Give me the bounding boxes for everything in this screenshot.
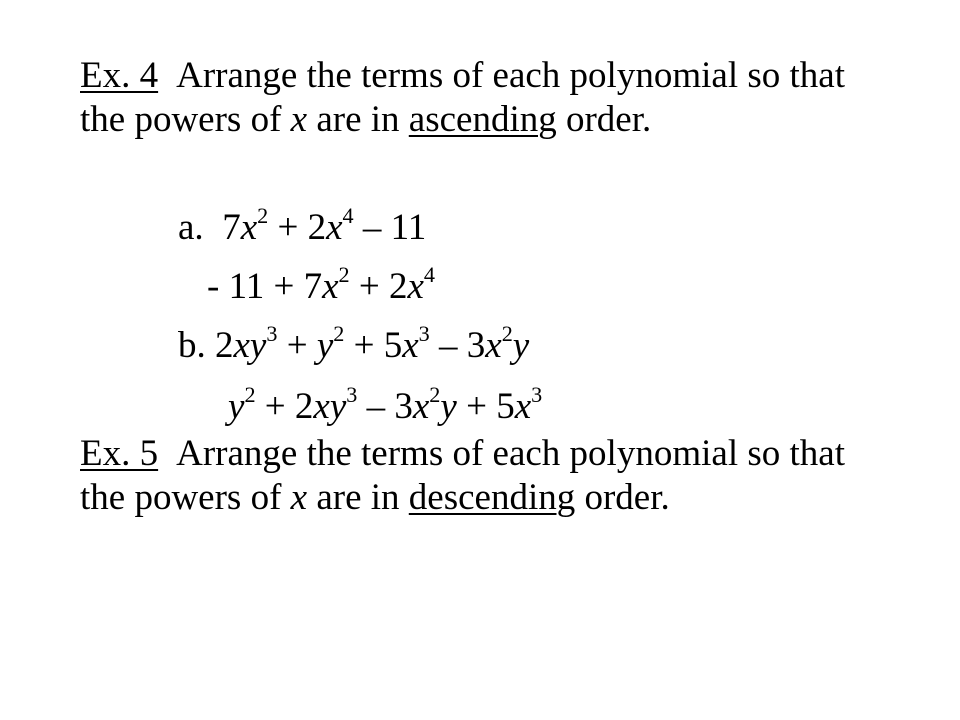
- problem-a-term-coef: 7: [222, 207, 241, 248]
- problem-b-var: x: [402, 325, 419, 366]
- example-4-text-3: order.: [556, 99, 652, 140]
- problem-a-exp: 4: [342, 203, 354, 229]
- problem-a-answer-exp: 4: [423, 262, 436, 288]
- problem-b-answer: [228, 382, 543, 429]
- problem-b-exp: 2: [501, 321, 513, 347]
- example-5-text-3: order.: [575, 477, 670, 518]
- problem-b-part: – 3: [429, 325, 486, 366]
- example-4-text-1: Arrange the terms of each polynomial so that the powers of: [80, 55, 845, 140]
- problem-b-var: y: [512, 325, 530, 366]
- problem-b-answer-exp: 2: [429, 382, 441, 408]
- problem-b-label: b.: [178, 325, 206, 366]
- problem-a-var: x: [326, 207, 343, 248]
- problem-a-answer-part: + 2: [349, 266, 408, 307]
- example-5-variable: x: [290, 477, 308, 518]
- example-4-label: Ex. 4: [80, 55, 159, 96]
- problem-a-exp: 2: [257, 203, 269, 229]
- problem-b-answer-exp: 3: [346, 382, 358, 408]
- problem-a-expression: [178, 203, 427, 250]
- problem-b-exp: 3: [418, 321, 430, 347]
- problem-b-part: +: [277, 325, 317, 366]
- problem-b-exp: 3: [266, 321, 278, 347]
- example-5-text-1: Arrange the terms of each polynomial so that the powers of: [80, 433, 845, 518]
- example-5-keyword: descending: [408, 477, 576, 518]
- problem-b-var: x: [485, 325, 502, 366]
- example-4-text-2: are in: [307, 99, 409, 140]
- example-5-label: Ex. 5: [80, 433, 159, 474]
- problem-a-op: + 2: [268, 207, 327, 248]
- problem-b-part: 2: [215, 325, 234, 366]
- problem-b-answer-var: x: [412, 386, 430, 427]
- problem-a-label: a.: [178, 207, 204, 248]
- problem-a-answer: [207, 262, 436, 309]
- example-5-instruction: [80, 432, 860, 520]
- problem-b-answer-part: + 5: [456, 386, 515, 427]
- problem-b-var: xy: [233, 325, 267, 366]
- problem-a-answer-part: - 11 + 7: [207, 266, 323, 307]
- example-5-text-2: are in: [307, 477, 409, 518]
- example-4-variable: x: [290, 99, 308, 140]
- problem-a-answer-var: x: [407, 266, 424, 307]
- example-4-instruction: [80, 54, 860, 142]
- problem-b-exp: 2: [333, 321, 345, 347]
- problem-a-answer-var: x: [322, 266, 339, 307]
- problem-b-answer-part: – 3: [357, 386, 413, 427]
- problem-b-var: y: [316, 325, 334, 366]
- problem-b-answer-var: x: [514, 386, 532, 427]
- problem-b-answer-var: y: [440, 386, 457, 427]
- problem-b-answer-exp: 2: [244, 382, 256, 408]
- problem-a-answer-exp: 2: [338, 262, 350, 288]
- problem-b-answer-exp: 3: [531, 382, 543, 408]
- problem-b-part: + 5: [344, 325, 403, 366]
- problem-b-answer-var: y: [228, 386, 245, 427]
- problem-a-var: x: [240, 207, 258, 248]
- problem-b-answer-part: + 2: [255, 386, 314, 427]
- problem-b-answer-var: xy: [313, 386, 347, 427]
- problem-b-expression: [178, 321, 530, 368]
- problem-a-op: – 11: [353, 207, 427, 248]
- example-4-keyword: ascending: [408, 99, 557, 140]
